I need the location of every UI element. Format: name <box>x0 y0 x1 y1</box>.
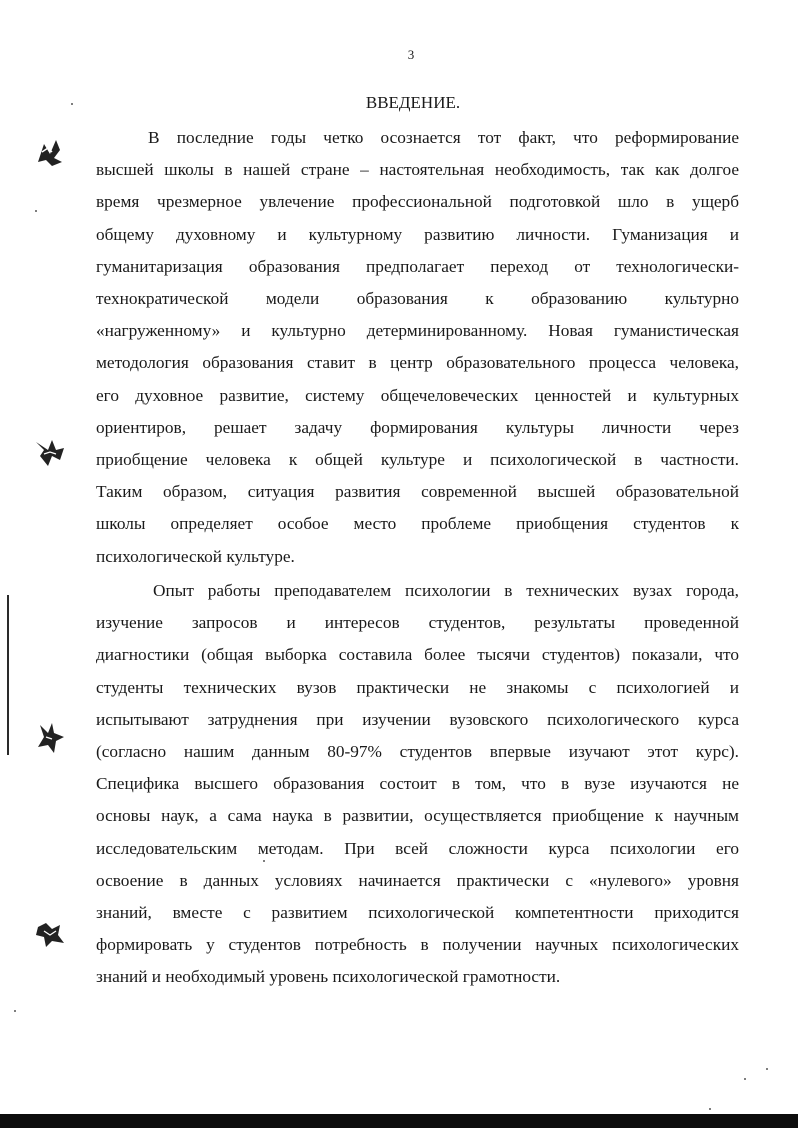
text-line: его духовное развитие, систему общечеловеческих ценностей и культурных <box>96 385 739 405</box>
scan-bottom-edge <box>0 1114 798 1128</box>
scan-edge-line <box>7 595 9 755</box>
text-line: Специфика высшего образования состоит в том, что в вузе изучаются не <box>96 774 739 794</box>
text-line: психологической культуре. <box>96 546 295 566</box>
text-line: Таким образом, ситуация развития современной высшей образовательной <box>96 482 739 502</box>
text-line: методология образования ставит в центр образовательного процесса человека, <box>96 353 739 373</box>
binding-mark-4 <box>30 913 70 953</box>
scan-speck <box>71 103 73 105</box>
scan-speck <box>35 210 37 212</box>
text-line: школы определяет особое место проблеме приобщения студентов к <box>96 514 739 534</box>
text-line: общему духовному и культурному развитию личности. Гуманизация и <box>96 224 739 244</box>
text-line: время чрезмерное увлечение профессиональной подготовкой шло в ущерб <box>96 192 739 212</box>
text-line: «нагруженному» и культурно детерминированному. Новая гуманистическая <box>96 321 739 341</box>
text-line: изучение запросов и интересов студентов, результаты проведенной <box>96 613 739 633</box>
text-line: испытывают затруднения при изучении вузовского психологического курса <box>96 709 739 729</box>
text-line: высшей школы в нашей стране – настоятельная необходимость, так как долгое <box>96 160 739 180</box>
paragraph-experience <box>96 575 739 994</box>
paragraph-intro <box>96 122 739 573</box>
scan-speck <box>14 1010 16 1012</box>
text-line: студенты технических вузов практически не знакомы с психологией и <box>96 677 739 697</box>
text-line: освоение в данных условиях начинается практически с «нулевого» уровня <box>96 870 739 890</box>
text-line: основы наук, а сама наука в развитии, осуществляется приобщение к научным <box>96 806 739 826</box>
text-line: гуманитаризация образования предполагает переход от технологически- <box>96 256 739 276</box>
text-line: технократической модели образования к образованию культурно <box>96 289 739 309</box>
text-line: формировать у студентов потребность в получении научных психологических <box>96 935 739 955</box>
text-line: Опыт работы преподавателем психологии в технических вузах города, <box>153 581 739 600</box>
scan-speck <box>709 1108 711 1110</box>
binding-mark-2 <box>30 432 70 472</box>
binding-mark-3 <box>30 717 70 757</box>
text-line: (согласно нашим данным 80-97% студентов впервые изучают этот курс). <box>96 742 739 762</box>
scan-speck <box>766 1068 768 1070</box>
binding-mark-1 <box>30 132 70 172</box>
text-line: приобщение человека к общей культуре и психологической в частности. <box>96 450 739 470</box>
scan-speck <box>263 860 265 862</box>
page-number: 3 <box>407 47 415 62</box>
text-line: диагностики (общая выборка составила более тысячи студентов) показали, что <box>96 645 739 665</box>
text-line: знаний и необходимый уровень психологической грамотности. <box>96 967 561 987</box>
page-title: ВВЕДЕНИЕ. <box>365 93 461 112</box>
text-line: знаний, вместе с развитием психологической компетентности приходится <box>96 903 739 923</box>
scan-speck <box>744 1078 746 1080</box>
text-line: исследовательским методам. При всей сложности курса психологии его <box>96 838 739 858</box>
text-line: ориентиров, решает задачу формирования культуры личности через <box>96 417 739 437</box>
text-line: В последние годы четко осознается тот факт, что реформирование <box>148 128 739 147</box>
